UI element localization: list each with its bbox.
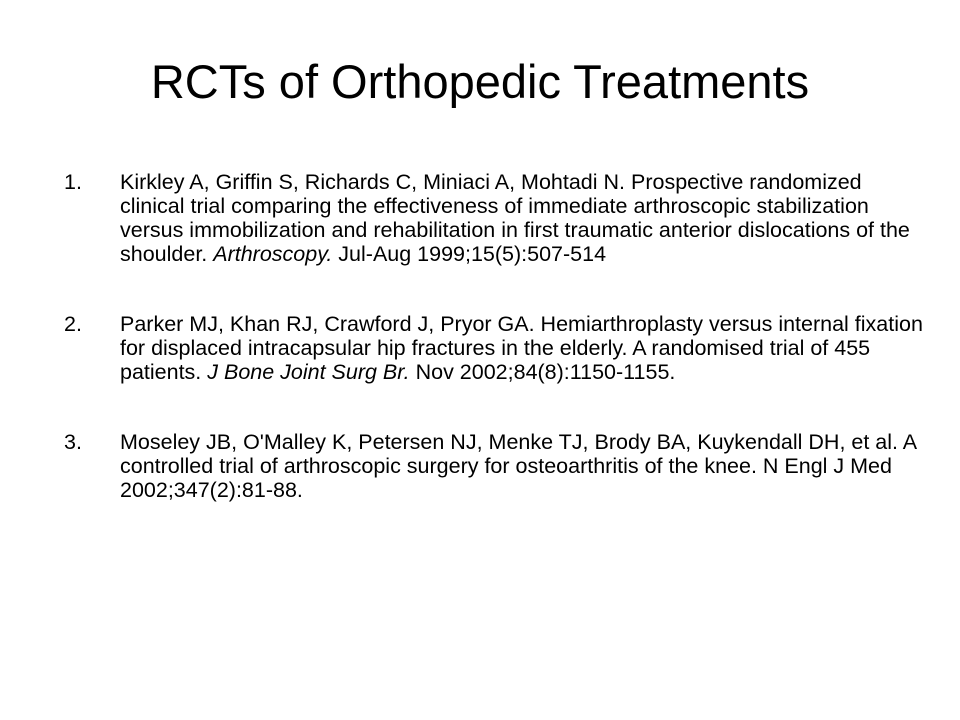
reference-number: 3. xyxy=(64,430,82,454)
reference-item xyxy=(64,170,924,266)
slide-title: RCTs of Orthopedic Treatments xyxy=(150,55,810,108)
reference-text xyxy=(120,430,924,502)
reference-text xyxy=(120,312,924,384)
reference-journal: Arthroscopy. xyxy=(213,242,333,266)
reference-citation: Kirkley A, Griffin S, Richards C, Miniaci A, Mohtadi N. Prospective randomized clinical trial comparing the effectiveness of immediate arthroscopic stabilization versus immobilization and rehabilitation in first traumatic anterior dislocations of the shoulder. xyxy=(120,170,910,266)
reference-journal: J Bone Joint Surg Br. xyxy=(207,360,410,384)
reference-publication-details: Jul-Aug 1999;15(5):507-514 xyxy=(332,242,607,266)
reference-item xyxy=(64,430,924,502)
reference-citation: Parker MJ, Khan RJ, Crawford J, Pryor GA. Hemiarthroplasty versus internal fixation for displaced intracapsular hip fractures in the elderly. A randomised trial of 455 patients. xyxy=(120,312,923,384)
reference-number: 1. xyxy=(64,170,82,194)
reference-text xyxy=(120,170,924,266)
reference-item xyxy=(64,312,924,384)
reference-publication-details: Nov 2002;84(8):1150-1155. xyxy=(409,360,676,384)
reference-number: 2. xyxy=(64,312,82,336)
reference-citation: Moseley JB, O'Malley K, Petersen NJ, Menke TJ, Brody BA, Kuykendall DH, et al. A controlled trial of arthroscopic surgery for osteoarthritis of the knee. N Engl J Med 2002;347(2):81-88. xyxy=(120,430,916,502)
reference-list xyxy=(64,170,924,548)
